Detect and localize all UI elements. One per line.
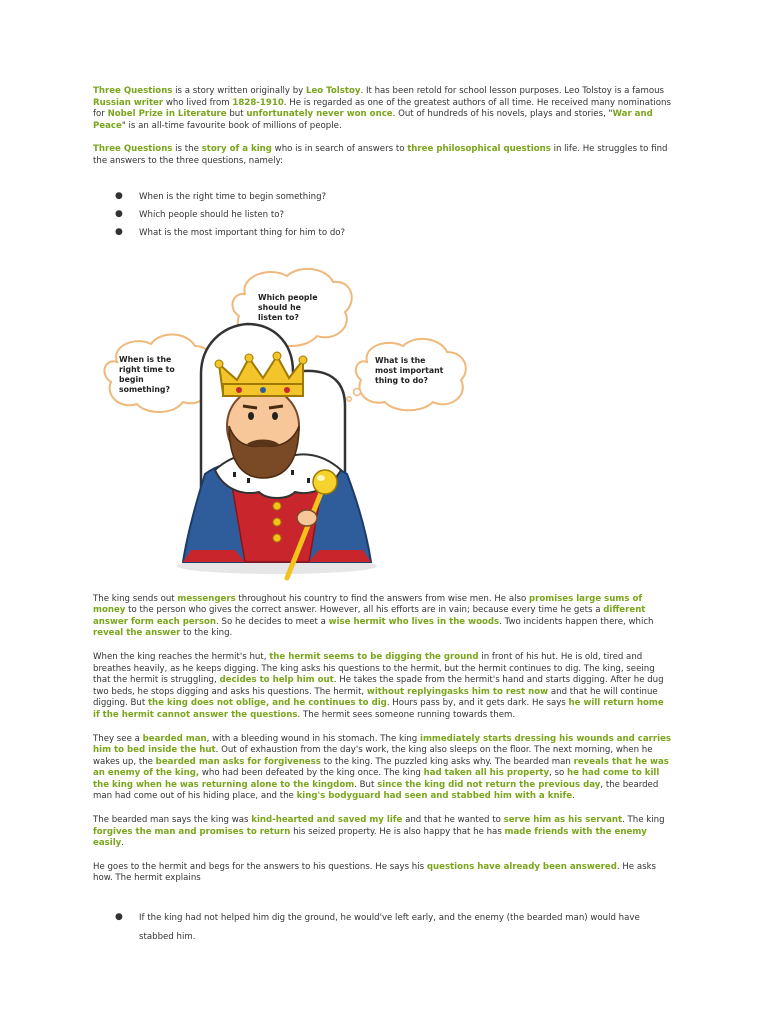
bubble-top-line: Which people [258,292,318,302]
thought-bubble-right [347,338,466,409]
highlighted-phrase: Three Questions [93,144,173,155]
king-cartoon-image [95,266,475,584]
bullet-icon: ● [115,208,123,219]
highlighted-phrase: War and Peace [93,109,653,131]
text-run: . But [354,779,378,790]
story-paragraph-2 [93,652,673,722]
text-run: . So he decides to meet a [216,616,329,627]
highlighted-phrase: messengers [177,593,236,604]
bubble-top-line: listen to? [258,312,299,322]
story-paragraph-3 [93,734,673,804]
text-run: . It has been retold for school lesson purposes. Leo Tolstoy is a famous [360,86,665,96]
text-run: . Out of hundreds of his novels, plays and stories, " [392,109,613,120]
list-item: ● When is the right time to begin something? [115,190,327,202]
text-run: to the person who gives the correct answer. However, all his efforts are in vain; because every time he gets a [125,605,604,616]
highlighted-phrase: unfortunately never won once [246,109,393,120]
text-run: He goes to the hermit and begs for the answers to his questions. He says his [93,861,427,872]
text-run: They see a [93,733,143,744]
text-run: . [572,791,575,802]
bubble-top-line: should he [258,302,301,312]
text-run: . Hours pass by, and it gets dark. He says [386,698,569,709]
story-paragraph-5 [93,862,673,885]
questions-list [93,192,673,246]
highlighted-phrase: wise hermit who lives in the woods [328,616,500,627]
highlighted-phrase: reveals that he was an enemy of the king, [93,756,669,779]
bubble-right-line: thing to do? [375,375,429,385]
text-run: in front of his hut. He is old, tired and breathes heavily, as he keeps digging. The king asks his questions to the hermit, but the hermit continues to dig. The king, seeing that the hermit is struggling, [93,651,655,686]
article-body [93,86,673,947]
list-item: ● What is the most important thing for him to do? [115,226,346,238]
intro-paragraph-2 [93,144,673,167]
text-run: When the king reaches the hermit's hut, [93,651,270,662]
story-paragraph-1 [93,594,673,640]
text-run: and that he wanted to [402,815,504,826]
highlighted-phrase: serve him as his servant [503,815,623,826]
text-run: , so [549,768,567,779]
explanations-list [93,909,673,947]
bubble-left-line: something? [119,384,171,394]
highlighted-phrase: had taken all his property [423,768,550,779]
text-run: in life. He struggles to find the answers to the three questions, namely: [93,144,668,166]
highlighted-phrase: promises large sums of money [93,593,643,616]
text-run: . [121,838,124,849]
bullet-icon: ● [115,912,123,923]
highlighted-phrase: made friends with the enemy easily [93,826,647,849]
text-run: to the king. The puzzled king asks why. The bearded man [320,756,574,767]
text-run: , with a bleeding wound in his stomach. The king [206,733,420,744]
bubble-left-line: When is the [119,354,172,364]
highlighted-phrase: 1828-1910 [232,97,284,108]
bubble-left-line: begin [119,374,144,384]
highlighted-phrase: king's bodyguard had seen and stabbed him with a knife [296,791,573,802]
highlighted-phrase: kind-hearted and saved my life [251,815,403,826]
list-item: ● Which people should he listen to? [115,208,285,220]
text-run: . Two incidents happen there, which [499,616,654,627]
text-run: . The hermit sees someone running towards them. [297,709,516,720]
highlighted-phrase: story of a king [201,144,272,155]
highlighted-phrase: bearded man [142,733,207,744]
highlighted-phrase: questions have already been answered [426,861,617,872]
text-run: but [226,109,247,120]
king-illustration [95,266,475,584]
text-run: who is in search of answers to [271,144,408,155]
highlighted-phrase: different answer form each person [93,605,646,627]
text-run: is a story written originally by [172,86,306,96]
highlighted-phrase: Three Questions [93,86,173,96]
text-run: to the king. [180,628,233,639]
highlighted-phrase: the king does not oblige, and he continues to dig [147,698,387,709]
text-run: . Out of exhaustion from the day's work, the king also sleeps on the floor. The next morning, when he wakes up, the [93,745,653,767]
text-run: is the [172,144,202,155]
intro-paragraph-1 [93,86,673,132]
text-run: throughout his country to find the answers from wise men. He also [235,593,529,604]
highlighted-phrase: Leo Tolstoy [305,86,361,96]
text-run: his seized property. He is also happy that he has [290,826,505,837]
text-run: and that he will continue digging. But [93,686,658,709]
text-run: . He is regarded as one of the greatest authors of all time. He received many nominations for [93,97,671,120]
story-paragraph-4 [93,815,673,850]
text-run: who lived from [163,97,233,108]
text-run: who had been defeated by the king once. The king [199,768,424,779]
text-run: " is an all-time favourite book of millions of people. [121,120,342,131]
highlighted-phrase: three philosophical questions [407,144,551,155]
highlighted-phrase: without replyingasks him to rest now [366,686,549,697]
highlighted-phrase: since the king did not return the previous day [377,779,601,790]
text-run: . He asks how. The hermit explains [93,861,657,884]
highlighted-phrase: he had come to kill the king when he was returning alone to the kingdom [93,768,660,790]
highlighted-phrase: Nobel Prize in Literature [107,109,227,120]
highlighted-phrase: reveal the answer [93,628,181,639]
bubble-left-line: right time to [119,364,175,374]
bubble-right-line: What is the [375,355,426,365]
highlighted-phrase: forgives the man and promises to return [93,826,291,837]
highlighted-phrase: bearded man asks for forgiveness [155,756,321,767]
highlighted-phrase: decides to help him out [219,675,334,686]
bullet-icon: ● [115,226,123,237]
highlighted-phrase: Russian writer [93,97,164,108]
bullet-icon: ● [115,190,123,201]
highlighted-phrase: the hermit seems to be digging the ground [269,651,479,662]
highlighted-phrase: immediately starts dressing his wounds and carries him to bed inside the hut [93,733,672,756]
text-run: The king sends out [93,593,178,604]
text-run: The bearded man says the king was [93,815,252,826]
text-run: . The king [622,815,665,826]
text-run: . He takes the spade from the hermit's hand and starts digging. After he dug two beds, he stops digging and asks his questions. The hermit, [93,675,664,697]
list-item: ● If the king had not helped him dig the ground, he would've left early, and the enemy (the bearded man) would have stabbed him. [93,909,673,947]
bubble-right-line: most important [375,365,444,375]
highlighted-phrase: he will return home if the hermit cannot answer the questions [93,698,664,720]
text-run: , the bearded man had come out of his hiding place, and the [93,779,659,802]
